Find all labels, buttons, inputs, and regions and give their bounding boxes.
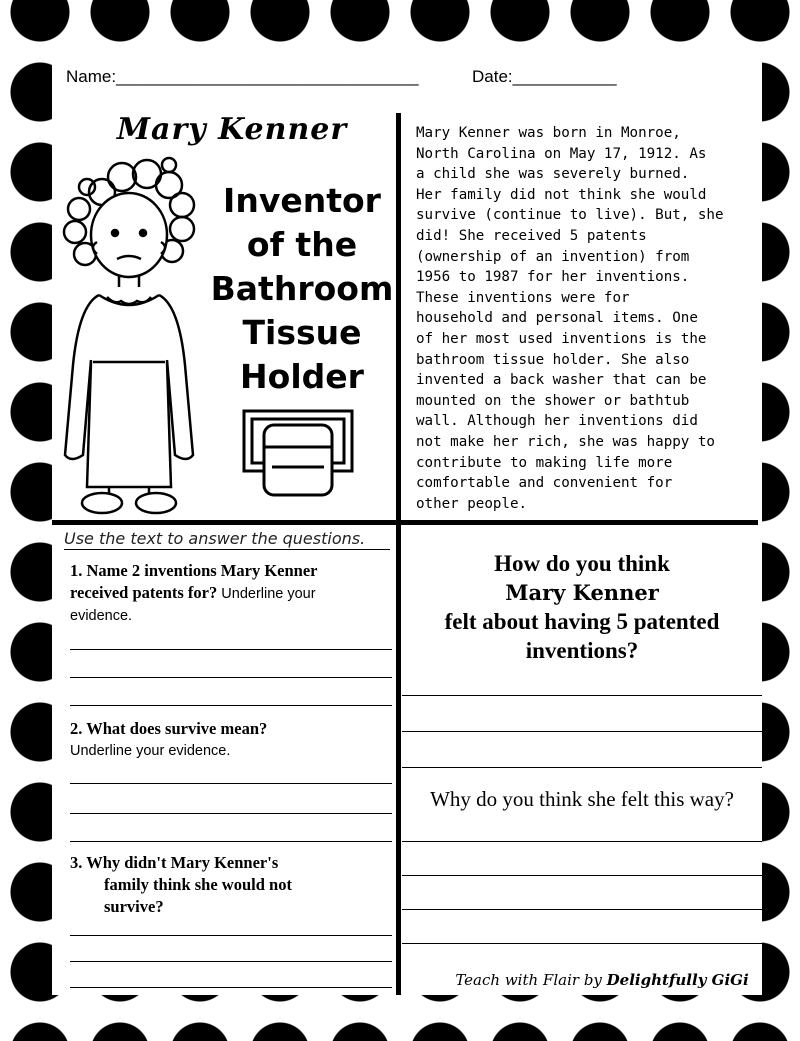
answer-line[interactable] (402, 875, 762, 876)
q1-sub: Underline your (217, 586, 316, 602)
horizontal-divider (52, 520, 758, 525)
bio-line: did! She received 5 patents (416, 227, 647, 244)
answer-line[interactable] (70, 783, 392, 784)
bio-line: a child she was severely burned. (416, 166, 690, 183)
credit-prefix: Teach with Flair (455, 971, 580, 989)
answer-line[interactable] (70, 813, 392, 814)
bio-line: contribute to making life more (416, 454, 673, 471)
subtitle-line: Inventor (223, 181, 381, 220)
bio-line: North Carolina on May 17, 1912. As (416, 145, 707, 162)
answer-line[interactable] (402, 695, 762, 696)
answer-line[interactable] (70, 677, 392, 678)
bio-line: (ownership of an invention) from (416, 248, 690, 265)
reflection-question (402, 549, 762, 665)
bio-line: survive (continue to live). But, she (416, 207, 724, 224)
q2-line1: 2. What does survive mean? (70, 719, 268, 738)
answer-line[interactable] (402, 767, 762, 768)
subtitle-line: Holder (240, 357, 364, 396)
rq-line2: Mary Kenner (505, 580, 659, 605)
bio-line: Her family did not think she would (416, 186, 707, 203)
rq-line1: How do you think (494, 551, 670, 576)
answer-line[interactable] (70, 705, 392, 706)
girl-illustration (57, 147, 207, 517)
biography-text (416, 123, 761, 514)
bio-line: comfortable and convenient for (416, 475, 673, 492)
answer-line[interactable] (70, 961, 392, 962)
bio-line: 1956 to 1987 for her inventions. (416, 269, 690, 286)
bio-line: other people. (416, 495, 528, 512)
credit-brand: Delightfully GiGi (606, 971, 749, 989)
worksheet (52, 55, 762, 995)
question-3 (70, 852, 392, 918)
rq-line3: felt about having 5 patented (444, 609, 720, 634)
answer-line[interactable] (402, 909, 762, 910)
answer-line[interactable] (70, 987, 392, 988)
rq-line4: inventions? (525, 638, 639, 663)
tissue-holder-icon (238, 407, 358, 497)
q2-sub: Underline your evidence. (70, 743, 231, 759)
q1-line2: received patents for? (70, 583, 218, 602)
subtitle-line: of the (246, 225, 358, 264)
credit-by: by (579, 971, 607, 989)
subtitle-line: Bathroom (210, 269, 394, 308)
title-name: Mary Kenner (116, 112, 348, 147)
subtitle-line: Tissue (242, 313, 362, 352)
bio-line: household and personal items. One (416, 310, 698, 327)
answer-line[interactable] (70, 841, 392, 842)
subtitle (202, 179, 402, 399)
bio-line: bathroom tissue holder. She also (416, 351, 690, 368)
bio-line: of her most used inventions is the (416, 330, 707, 347)
bio-line: not make her rich, she was happy to (416, 433, 715, 450)
question-2 (70, 718, 392, 762)
bio-line: These inventions were for (416, 289, 630, 306)
date-field[interactable]: Date:___________ (472, 67, 617, 86)
q1-line1: 1. Name 2 inventions Mary Kenner (70, 561, 318, 580)
q1-sub2: evidence. (70, 608, 133, 624)
bio-line: wall. Although her inventions did (416, 413, 698, 430)
q3-line2: family think she would not (104, 875, 292, 894)
answer-line[interactable] (402, 943, 762, 944)
answer-line[interactable] (402, 731, 762, 732)
q3-line3: survive? (104, 897, 164, 916)
questions-header: Use the text to answer the questions. (64, 529, 390, 550)
question-1 (70, 560, 392, 627)
bio-line: Mary Kenner was born in Monroe, (416, 125, 681, 141)
bio-line: mounted on the shower or bathtub (416, 392, 690, 409)
bio-line: invented a back washer that can be (416, 372, 707, 389)
credit-line (452, 971, 752, 989)
answer-line[interactable] (70, 649, 392, 650)
name-field[interactable]: Name:________________________________ (66, 67, 419, 86)
answer-line[interactable] (402, 841, 762, 842)
why-question: Why do you think she felt this way? (430, 787, 734, 811)
answer-line[interactable] (70, 935, 392, 936)
q3-line1: 3. Why didn't Mary Kenner's (70, 853, 279, 872)
